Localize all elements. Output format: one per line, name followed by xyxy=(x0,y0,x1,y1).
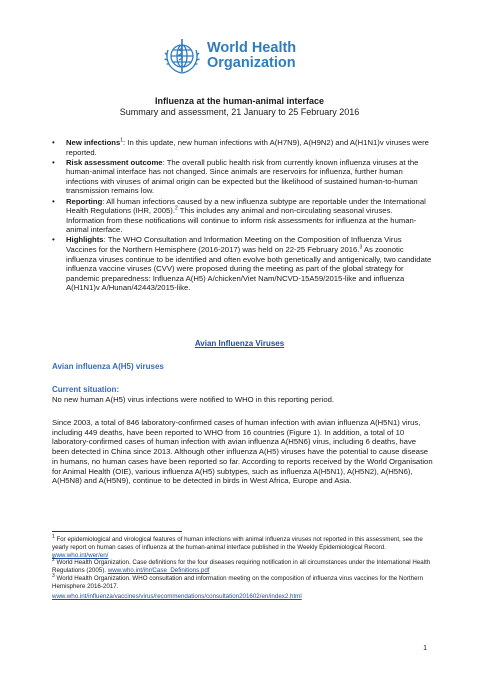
bullet-dot-icon: • xyxy=(52,157,55,167)
footnote-number: 1 xyxy=(52,533,55,540)
footnote-text: World Health Organization. Case definitions for the four diseases requiring notification in all circumstances under the International Health Regulations (2005). xyxy=(52,559,431,575)
footnote-text: For epidemiological and virological features of human infections with animal influenza viruses not reported in this assessment, see the yearly report on human cases of influenza at the human-animal interface published in the Weekly Epidemiological Record. xyxy=(52,536,423,551)
summary-bullet-list xyxy=(52,138,433,294)
bullet-highlights xyxy=(52,235,433,293)
footnote-number: 3 xyxy=(52,572,55,579)
who-wordmark xyxy=(207,41,296,71)
bullet-text-continued: This includes any animal and non-circulating seasonal viruses. Information from these notifications will continue to inform risk assessments for influenza at the human-animal interface. xyxy=(66,206,417,235)
bullet-text: : All human infections caused by a new influenza subtype are reportable under the International Health Regulations (IHR, 2005). xyxy=(66,196,426,216)
bullet-text: : The overall public health risk from currently known influenza viruses at the human-animal interface has not changed. Since animals are reservoirs for influenza, further human infections with viruses of animal origin can be expected but the likelihood of sustained human-to-human transmission remains low. xyxy=(66,157,419,196)
footnote-ref[interactable]: 3 xyxy=(359,244,363,251)
who-logo xyxy=(162,36,296,76)
logo-line-1: World Health xyxy=(207,40,297,56)
section-title-avian-influenza[interactable]: Avian Influenza Viruses xyxy=(194,339,285,348)
current-situation-text: No new human A(H5) virus infections were notified to WHO in this reporting period. xyxy=(52,395,335,404)
bullet-label: Reporting xyxy=(66,196,103,206)
subsection-title-h5: Avian influenza A(H5) viruses xyxy=(52,362,164,371)
page-number: 1 xyxy=(423,645,427,652)
footnote-3 xyxy=(52,572,435,591)
document-subtitle: Summary and assessment, 21 January to 25 February 2016 xyxy=(119,107,360,117)
bullet-text-continued: As zoonotic influenza viruses continue to be identified and often evolve both genetically and antigenically, two candidate influenza vaccine viruses (CVV) were proposed during the meeting as part of the global strategy for pandemic preparedness: Influenza A(H5) A/chicken/Viet Nam/NCVD-15A59/2015-like and influenza A(H1N1)v A/Hunan/42443/2015-like. xyxy=(66,245,432,293)
footnote-link[interactable]: www.who.int/ihr/Case_Definitions.pdf xyxy=(107,567,210,575)
h5-summary-paragraph: Since 2003, a total of 846 laboratory-confirmed cases of human infection with avian influenza A(H5N1) virus, including 449 deaths, have been reported to WHO from 16 countries (Figure 1). In addition, a total of 10 laboratory-confirmed cases of human infection with avian influenza A(H5N6) virus, including 6 deaths, have been detected in China since 2013. Although other influenza A(H5) viruses have the potential to cause disease in humans, no human cases have been reported so far. According to reports received by the World Organisation for Animal Health (OIE), various influenza A(H5) subtypes, such as influenza A(H5N1), A(H5N2), A(H5N6), A(H5N8) and A(H5N9), continue to be detected in birds in West Africa, Europe and Asia. xyxy=(52,418,433,486)
footnote-divider xyxy=(52,531,182,532)
bullet-risk-assessment xyxy=(52,158,433,196)
bullet-text: : The WHO Consultation and Information Meeting on the Composition of Influenza Virus Vaccines for the Northern Hemisphere (2016-2017) was held on 22-25 February 2016. xyxy=(66,235,402,255)
bullet-reporting xyxy=(52,197,433,235)
logo-line-2: Organization xyxy=(207,55,296,71)
footnote-ref[interactable]: 1 xyxy=(120,137,124,144)
footnote-3-url xyxy=(52,593,435,601)
footnote-ref[interactable]: 2 xyxy=(174,205,178,212)
consultation-link[interactable]: www.who.int/influenza/vaccines/virus/recommendations/consultation201602/en/index2.html xyxy=(52,592,302,600)
current-situation-heading: Current situation: xyxy=(52,385,120,394)
document-title: Influenza at the human-animal interface xyxy=(154,96,325,106)
bullet-new-infections xyxy=(52,138,433,157)
footnote-text: World Health Organization. WHO consultation and information meeting on the composition of influenza virus vaccines for the Northern Hemisphere 2016-2017. xyxy=(52,574,424,590)
footnote-2 xyxy=(52,559,435,575)
bullet-label: Highlights xyxy=(66,235,104,245)
bullet-label: Risk assessment outcome xyxy=(66,157,163,167)
who-emblem-icon xyxy=(162,36,202,76)
bullet-dot-icon: • xyxy=(52,138,55,147)
bullet-text: : In this update, new human infections with A(H7N9), A(H9N2) and A(H1N1)v viruses were reported. xyxy=(66,138,429,157)
footnote-number: 2 xyxy=(52,557,55,564)
bullet-dot-icon: • xyxy=(52,235,55,245)
document-header xyxy=(0,96,479,118)
footnote-link[interactable]: www.who.int/wer/en/ xyxy=(52,551,109,559)
footnotes xyxy=(52,533,435,600)
footnote-1 xyxy=(52,533,435,559)
bullet-label: New infections xyxy=(66,138,121,147)
bullet-dot-icon: • xyxy=(52,196,55,206)
